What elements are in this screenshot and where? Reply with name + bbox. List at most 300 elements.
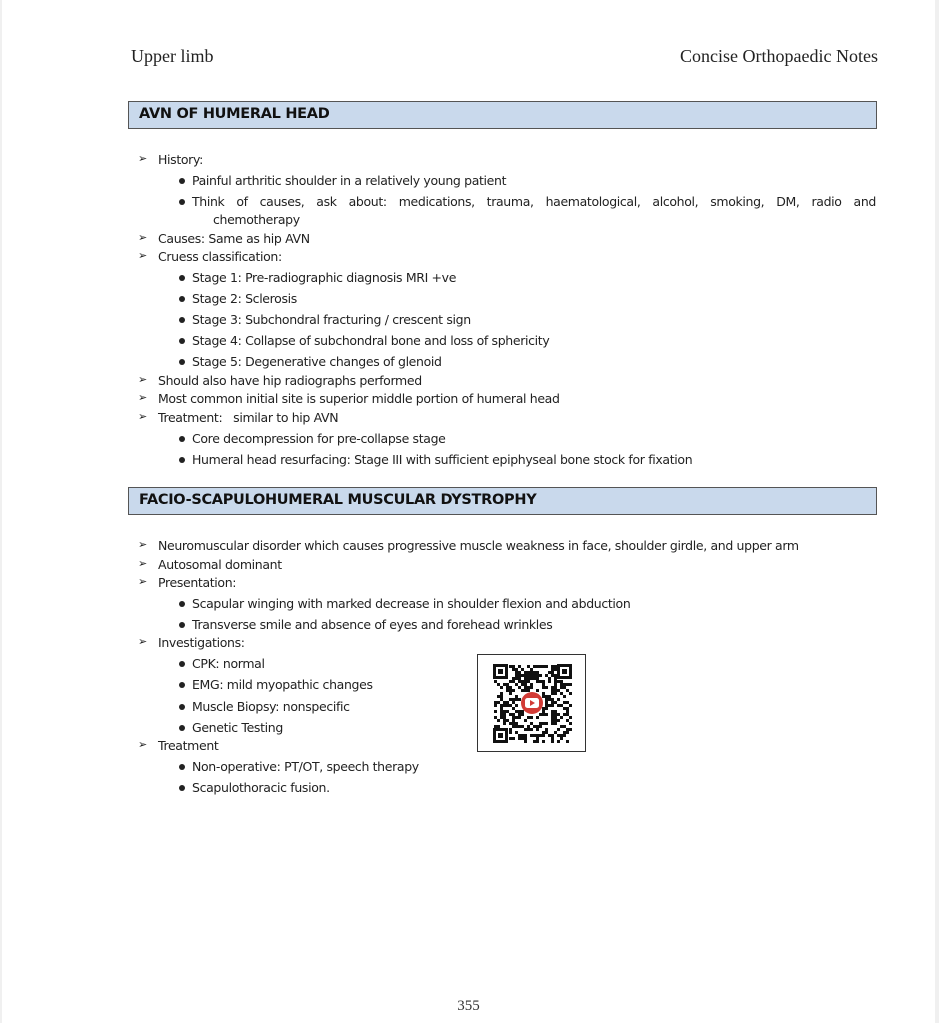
- word: trauma,: [486, 194, 534, 209]
- qr-module: [509, 686, 512, 689]
- qr-module: [536, 674, 539, 677]
- qr-module: [554, 689, 557, 692]
- arrow-bullet-icon: ➢: [138, 373, 148, 386]
- bullet-icon: [179, 275, 185, 281]
- bullet-icon: [179, 785, 185, 791]
- qr-module: [512, 701, 515, 704]
- qr-module: [521, 674, 524, 677]
- qr-module: [521, 668, 524, 671]
- qr-module: [494, 716, 497, 719]
- qr-module: [506, 710, 509, 713]
- qr-module: [509, 704, 512, 707]
- qr-module: [524, 719, 527, 722]
- qr-module: [566, 740, 569, 743]
- qr-module: [566, 710, 569, 713]
- qr-module: [536, 665, 539, 668]
- page-number: 355: [457, 998, 480, 1014]
- qr-module: [548, 677, 551, 680]
- qr-module: [551, 674, 554, 677]
- qr-module: [545, 731, 548, 734]
- sub-list-item: Stage 4: Collapse of subchondral bone and loss of sphericity: [192, 333, 550, 348]
- bullet-icon: [179, 359, 185, 365]
- qr-module: [554, 722, 557, 725]
- qr-module: [545, 728, 548, 731]
- qr-module: [560, 692, 563, 695]
- qr-module: [521, 683, 524, 686]
- sub-list-item: Painful arthritic shoulder in a relatively young patient: [192, 173, 507, 188]
- qr-module: [503, 683, 506, 686]
- qr-module: [551, 689, 554, 692]
- arrow-bullet-icon: ➢: [138, 738, 148, 751]
- qr-module: [509, 692, 512, 695]
- qr-module: [497, 719, 500, 722]
- qr-module: [503, 710, 506, 713]
- word: ask: [316, 194, 337, 209]
- qr-module: [542, 707, 545, 710]
- list-item: Should also have hip radiographs performed: [158, 373, 422, 388]
- sub-list-item-continuation: chemotherapy: [213, 212, 300, 227]
- qr-module: [566, 719, 569, 722]
- qr-module: [509, 713, 512, 716]
- qr-module: [527, 665, 530, 668]
- qr-module: [533, 725, 536, 728]
- qr-module: [560, 704, 563, 707]
- qr-module: [569, 728, 572, 731]
- qr-module: [518, 671, 521, 674]
- qr-module: [569, 716, 572, 719]
- qr-module: [518, 737, 521, 740]
- sub-list-item: Transverse smile and absence of eyes and forehead wrinkles: [192, 617, 553, 632]
- qr-module: [542, 713, 545, 716]
- qr-module: [560, 680, 563, 683]
- qr-module: [566, 713, 569, 716]
- qr-module: [500, 710, 503, 713]
- qr-module: [557, 740, 560, 743]
- qr-module: [521, 680, 524, 683]
- arrow-bullet-icon: ➢: [138, 152, 148, 165]
- qr-module: [551, 722, 554, 725]
- word: of: [236, 194, 248, 209]
- qr-module: [545, 722, 548, 725]
- qr-module: [506, 683, 509, 686]
- qr-module: [566, 728, 569, 731]
- qr-module: [515, 704, 518, 707]
- qr-module: [503, 719, 506, 722]
- qr-module: [554, 677, 557, 680]
- qr-module: [542, 734, 545, 737]
- section-title: FACIO-SCAPULOHUMERAL MUSCULAR DYSTROPHY: [139, 492, 537, 508]
- bullet-icon: [179, 338, 185, 344]
- qr-module: [563, 731, 566, 734]
- qr-module: [509, 689, 512, 692]
- qr-module: [557, 698, 560, 701]
- qr-module: [545, 704, 548, 707]
- list-item: Neuromuscular disorder which causes progressive muscle weakness in face, shoulder girdle, and upper arm: [158, 538, 799, 553]
- qr-module: [563, 701, 566, 704]
- qr-module: [539, 674, 542, 677]
- qr-module: [557, 734, 560, 737]
- qr-module: [512, 668, 515, 671]
- bullet-icon: [179, 317, 185, 323]
- qr-module: [563, 683, 566, 686]
- arrow-bullet-icon: ➢: [138, 635, 148, 648]
- qr-module: [509, 680, 512, 683]
- qr-module: [557, 719, 560, 722]
- qr-module: [533, 740, 536, 743]
- arrow-bullet-icon: ➢: [138, 410, 148, 423]
- arrow-bullet-icon: ➢: [138, 538, 148, 551]
- qr-module: [551, 698, 554, 701]
- qr-module: [545, 701, 548, 704]
- qr-module: [551, 716, 554, 719]
- qr-module: [518, 734, 521, 737]
- qr-module: [500, 698, 503, 701]
- qr-module: [515, 668, 518, 671]
- arrow-bullet-icon: ➢: [138, 575, 148, 588]
- qr-module: [569, 722, 572, 725]
- qr-module: [527, 716, 530, 719]
- qr-module: [530, 728, 533, 731]
- qr-module: [563, 686, 566, 689]
- qr-module: [512, 722, 515, 725]
- qr-module: [527, 689, 530, 692]
- qr-module: [536, 737, 539, 740]
- qr-module: [521, 725, 524, 728]
- qr-module: [566, 701, 569, 704]
- qr-module: [548, 704, 551, 707]
- qr-module: [548, 695, 551, 698]
- qr-module: [515, 731, 518, 734]
- youtube-play-icon: [521, 692, 543, 714]
- list-item: Investigations:: [158, 635, 245, 650]
- qr-module: [554, 674, 557, 677]
- qr-module: [524, 734, 527, 737]
- qr-module: [515, 677, 518, 680]
- qr-module: [551, 710, 554, 713]
- bullet-icon: [179, 457, 185, 463]
- qr-module: [554, 692, 557, 695]
- qr-module: [518, 680, 521, 683]
- qr-module: [503, 722, 506, 725]
- word: and: [853, 194, 876, 209]
- qr-module: [521, 689, 524, 692]
- qr-module: [509, 731, 512, 734]
- qr-module: [524, 680, 527, 683]
- qr-module: [539, 722, 542, 725]
- qr-module: [512, 725, 515, 728]
- qr-module: [515, 683, 518, 686]
- qr-module: [545, 698, 548, 701]
- qr-module: [536, 671, 539, 674]
- qr-module: [515, 716, 518, 719]
- qr-module: [536, 716, 539, 719]
- qr-module: [506, 689, 509, 692]
- qr-module: [563, 734, 566, 737]
- qr-module: [551, 686, 554, 689]
- list-item: Most common initial site is superior middle portion of humeral head: [158, 391, 560, 406]
- qr-module: [515, 725, 518, 728]
- qr-module: [497, 725, 500, 728]
- qr-module: [542, 683, 545, 686]
- document-page: [2, 0, 935, 1023]
- bullet-icon: [179, 296, 185, 302]
- qr-module: [512, 716, 515, 719]
- sub-list-item: Core decompression for pre-collapse stage: [192, 431, 446, 446]
- qr-module: [515, 674, 518, 677]
- qr-module: [569, 692, 572, 695]
- arrow-bullet-icon: ➢: [138, 557, 148, 570]
- qr-module: [518, 725, 521, 728]
- qr-module: [530, 686, 533, 689]
- bullet-icon: [179, 682, 185, 688]
- list-item: Treatment: similar to hip AVN: [158, 410, 339, 425]
- qr-module: [518, 665, 521, 668]
- qr-module: [512, 737, 515, 740]
- list-item: Presentation:: [158, 575, 237, 590]
- qr-module: [530, 671, 533, 674]
- qr-module: [554, 719, 557, 722]
- qr-module: [563, 707, 566, 710]
- qr-module: [509, 698, 512, 701]
- sub-list-item: Stage 3: Subchondral fracturing / crescent sign: [192, 312, 471, 327]
- qr-module: [536, 728, 539, 731]
- qr-module: [557, 713, 560, 716]
- word: haematological,: [545, 194, 641, 209]
- qr-module: [524, 728, 527, 731]
- qr-module: [503, 701, 506, 704]
- qr-module: [551, 692, 554, 695]
- qr-module: [530, 674, 533, 677]
- qr-module: [494, 710, 497, 713]
- running-head-left: Upper limb: [131, 46, 214, 66]
- word: about:: [348, 194, 387, 209]
- qr-module: [548, 698, 551, 701]
- qr-module: [527, 725, 530, 728]
- bullet-icon: [179, 436, 185, 442]
- qr-module: [548, 671, 551, 674]
- qr-module: [551, 701, 554, 704]
- sub-list-item: Genetic Testing: [192, 720, 283, 735]
- qr-module: [503, 716, 506, 719]
- qr-module: [551, 719, 554, 722]
- qr-module: [524, 740, 527, 743]
- bullet-icon: [179, 178, 185, 184]
- word: Think: [192, 194, 225, 209]
- qr-module: [548, 680, 551, 683]
- qr-module: [542, 665, 545, 668]
- qr-module: [554, 713, 557, 716]
- qr-module: [521, 713, 524, 716]
- qr-module: [518, 716, 521, 719]
- qr-module: [566, 683, 569, 686]
- qr-module: [545, 695, 548, 698]
- qr-module: [497, 695, 500, 698]
- qr-module: [542, 695, 545, 698]
- qr-code[interactable]: [477, 654, 586, 752]
- qr-module: [569, 704, 572, 707]
- qr-module: [518, 710, 521, 713]
- section-heading-fshd: [128, 487, 877, 515]
- qr-module: [551, 668, 554, 671]
- bullet-icon: [179, 764, 185, 770]
- qr-module: [524, 677, 527, 680]
- qr-module: [551, 734, 554, 737]
- qr-module: [554, 683, 557, 686]
- qr-module: [524, 674, 527, 677]
- qr-module: [509, 722, 512, 725]
- bullet-icon: [179, 661, 185, 667]
- qr-module: [536, 740, 539, 743]
- qr-module: [542, 692, 545, 695]
- qr-module: [566, 689, 569, 692]
- qr-module: [539, 725, 542, 728]
- qr-module: [533, 665, 536, 668]
- sub-list-item: EMG: mild myopathic changes: [192, 677, 373, 692]
- qr-module: [494, 704, 497, 707]
- qr-module: [563, 725, 566, 728]
- bullet-icon: [179, 601, 185, 607]
- qr-module: [515, 695, 518, 698]
- qr-module: [494, 701, 497, 704]
- sub-list-item: Humeral head resurfacing: Stage III with sufficient epiphyseal bone stock for fixation: [192, 452, 693, 467]
- qr-module: [560, 734, 563, 737]
- qr-module: [524, 737, 527, 740]
- qr-module: [551, 713, 554, 716]
- qr-module: [509, 737, 512, 740]
- qr-module: [554, 680, 557, 683]
- qr-module: [551, 740, 554, 743]
- bullet-icon: [179, 704, 185, 710]
- qr-module: [536, 725, 539, 728]
- qr-module: [563, 713, 566, 716]
- qr-module: [539, 680, 542, 683]
- section-title: AVN OF HUMERAL HEAD: [139, 106, 330, 122]
- qr-module: [497, 683, 500, 686]
- qr-module: [554, 716, 557, 719]
- qr-module: [554, 731, 557, 734]
- qr-module: [530, 734, 533, 737]
- qr-module: [554, 710, 557, 713]
- qr-module: [530, 683, 533, 686]
- bullet-icon: [179, 199, 185, 205]
- word: causes,: [259, 194, 305, 209]
- qr-module: [524, 671, 527, 674]
- qr-module: [533, 677, 536, 680]
- arrow-bullet-icon: ➢: [138, 391, 148, 404]
- qr-module: [515, 710, 518, 713]
- qr-code-graphic: [478, 655, 585, 751]
- qr-module: [566, 731, 569, 734]
- word: radio: [811, 194, 842, 209]
- sub-list-item: Stage 5: Degenerative changes of glenoid: [192, 354, 442, 369]
- qr-module: [566, 707, 569, 710]
- qr-module: [545, 707, 548, 710]
- qr-module: [557, 689, 560, 692]
- qr-module: [494, 680, 497, 683]
- qr-module: [512, 677, 515, 680]
- qr-module: [521, 734, 524, 737]
- qr-module: [557, 728, 560, 731]
- qr-module: [506, 719, 509, 722]
- qr-module: [521, 710, 524, 713]
- qr-module: [530, 677, 533, 680]
- arrow-bullet-icon: ➢: [138, 249, 148, 262]
- qr-module: [515, 671, 518, 674]
- qr-module: [509, 665, 512, 668]
- qr-module: [551, 737, 554, 740]
- qr-module: [506, 704, 509, 707]
- qr-module: [503, 713, 506, 716]
- qr-module: [500, 686, 503, 689]
- qr-module: [542, 731, 545, 734]
- qr-module: [536, 680, 539, 683]
- qr-module: [500, 704, 503, 707]
- word: smoking,: [710, 194, 765, 209]
- qr-module: [542, 710, 545, 713]
- qr-module: [530, 716, 533, 719]
- qr-module: [533, 734, 536, 737]
- list-item: History:: [158, 152, 203, 167]
- qr-module: [536, 689, 539, 692]
- qr-module: [560, 716, 563, 719]
- qr-module: [500, 716, 503, 719]
- qr-module: [554, 668, 557, 671]
- qr-module: [500, 713, 503, 716]
- qr-module: [521, 737, 524, 740]
- qr-module: [527, 728, 530, 731]
- qr-module: [512, 719, 515, 722]
- qr-module: [530, 722, 533, 725]
- qr-module: [512, 680, 515, 683]
- qr-module: [512, 665, 515, 668]
- qr-module: [563, 695, 566, 698]
- qr-module: [512, 689, 515, 692]
- running-head-right: Concise Orthopaedic Notes: [680, 46, 878, 66]
- qr-module: [515, 722, 518, 725]
- qr-module: [530, 668, 533, 671]
- qr-module: [527, 677, 530, 680]
- sub-list-item: CPK: normal: [192, 656, 265, 671]
- sub-list-item: Stage 2: Sclerosis: [192, 291, 297, 306]
- qr-module: [500, 692, 503, 695]
- qr-module: [506, 701, 509, 704]
- qr-module: [509, 728, 512, 731]
- bullet-icon: [179, 622, 185, 628]
- qr-module: [533, 674, 536, 677]
- qr-module: [545, 674, 548, 677]
- qr-module: [527, 671, 530, 674]
- qr-module: [494, 725, 497, 728]
- qr-module: [542, 680, 545, 683]
- qr-module: [503, 704, 506, 707]
- qr-module: [518, 686, 521, 689]
- qr-module: [527, 686, 530, 689]
- word: DM,: [776, 194, 800, 209]
- qr-module: [554, 701, 557, 704]
- qr-module: [506, 686, 509, 689]
- qr-module: [557, 704, 560, 707]
- sub-list-item: [192, 194, 876, 209]
- qr-module: [524, 686, 527, 689]
- list-item: Cruess classification:: [158, 249, 282, 264]
- qr-module: [518, 677, 521, 680]
- qr-module: [551, 671, 554, 674]
- word: alcohol,: [652, 194, 699, 209]
- qr-module: [524, 683, 527, 686]
- qr-module: [500, 695, 503, 698]
- sub-list-item: Muscle Biopsy: nonspecific: [192, 699, 350, 714]
- bullet-icon: [179, 725, 185, 731]
